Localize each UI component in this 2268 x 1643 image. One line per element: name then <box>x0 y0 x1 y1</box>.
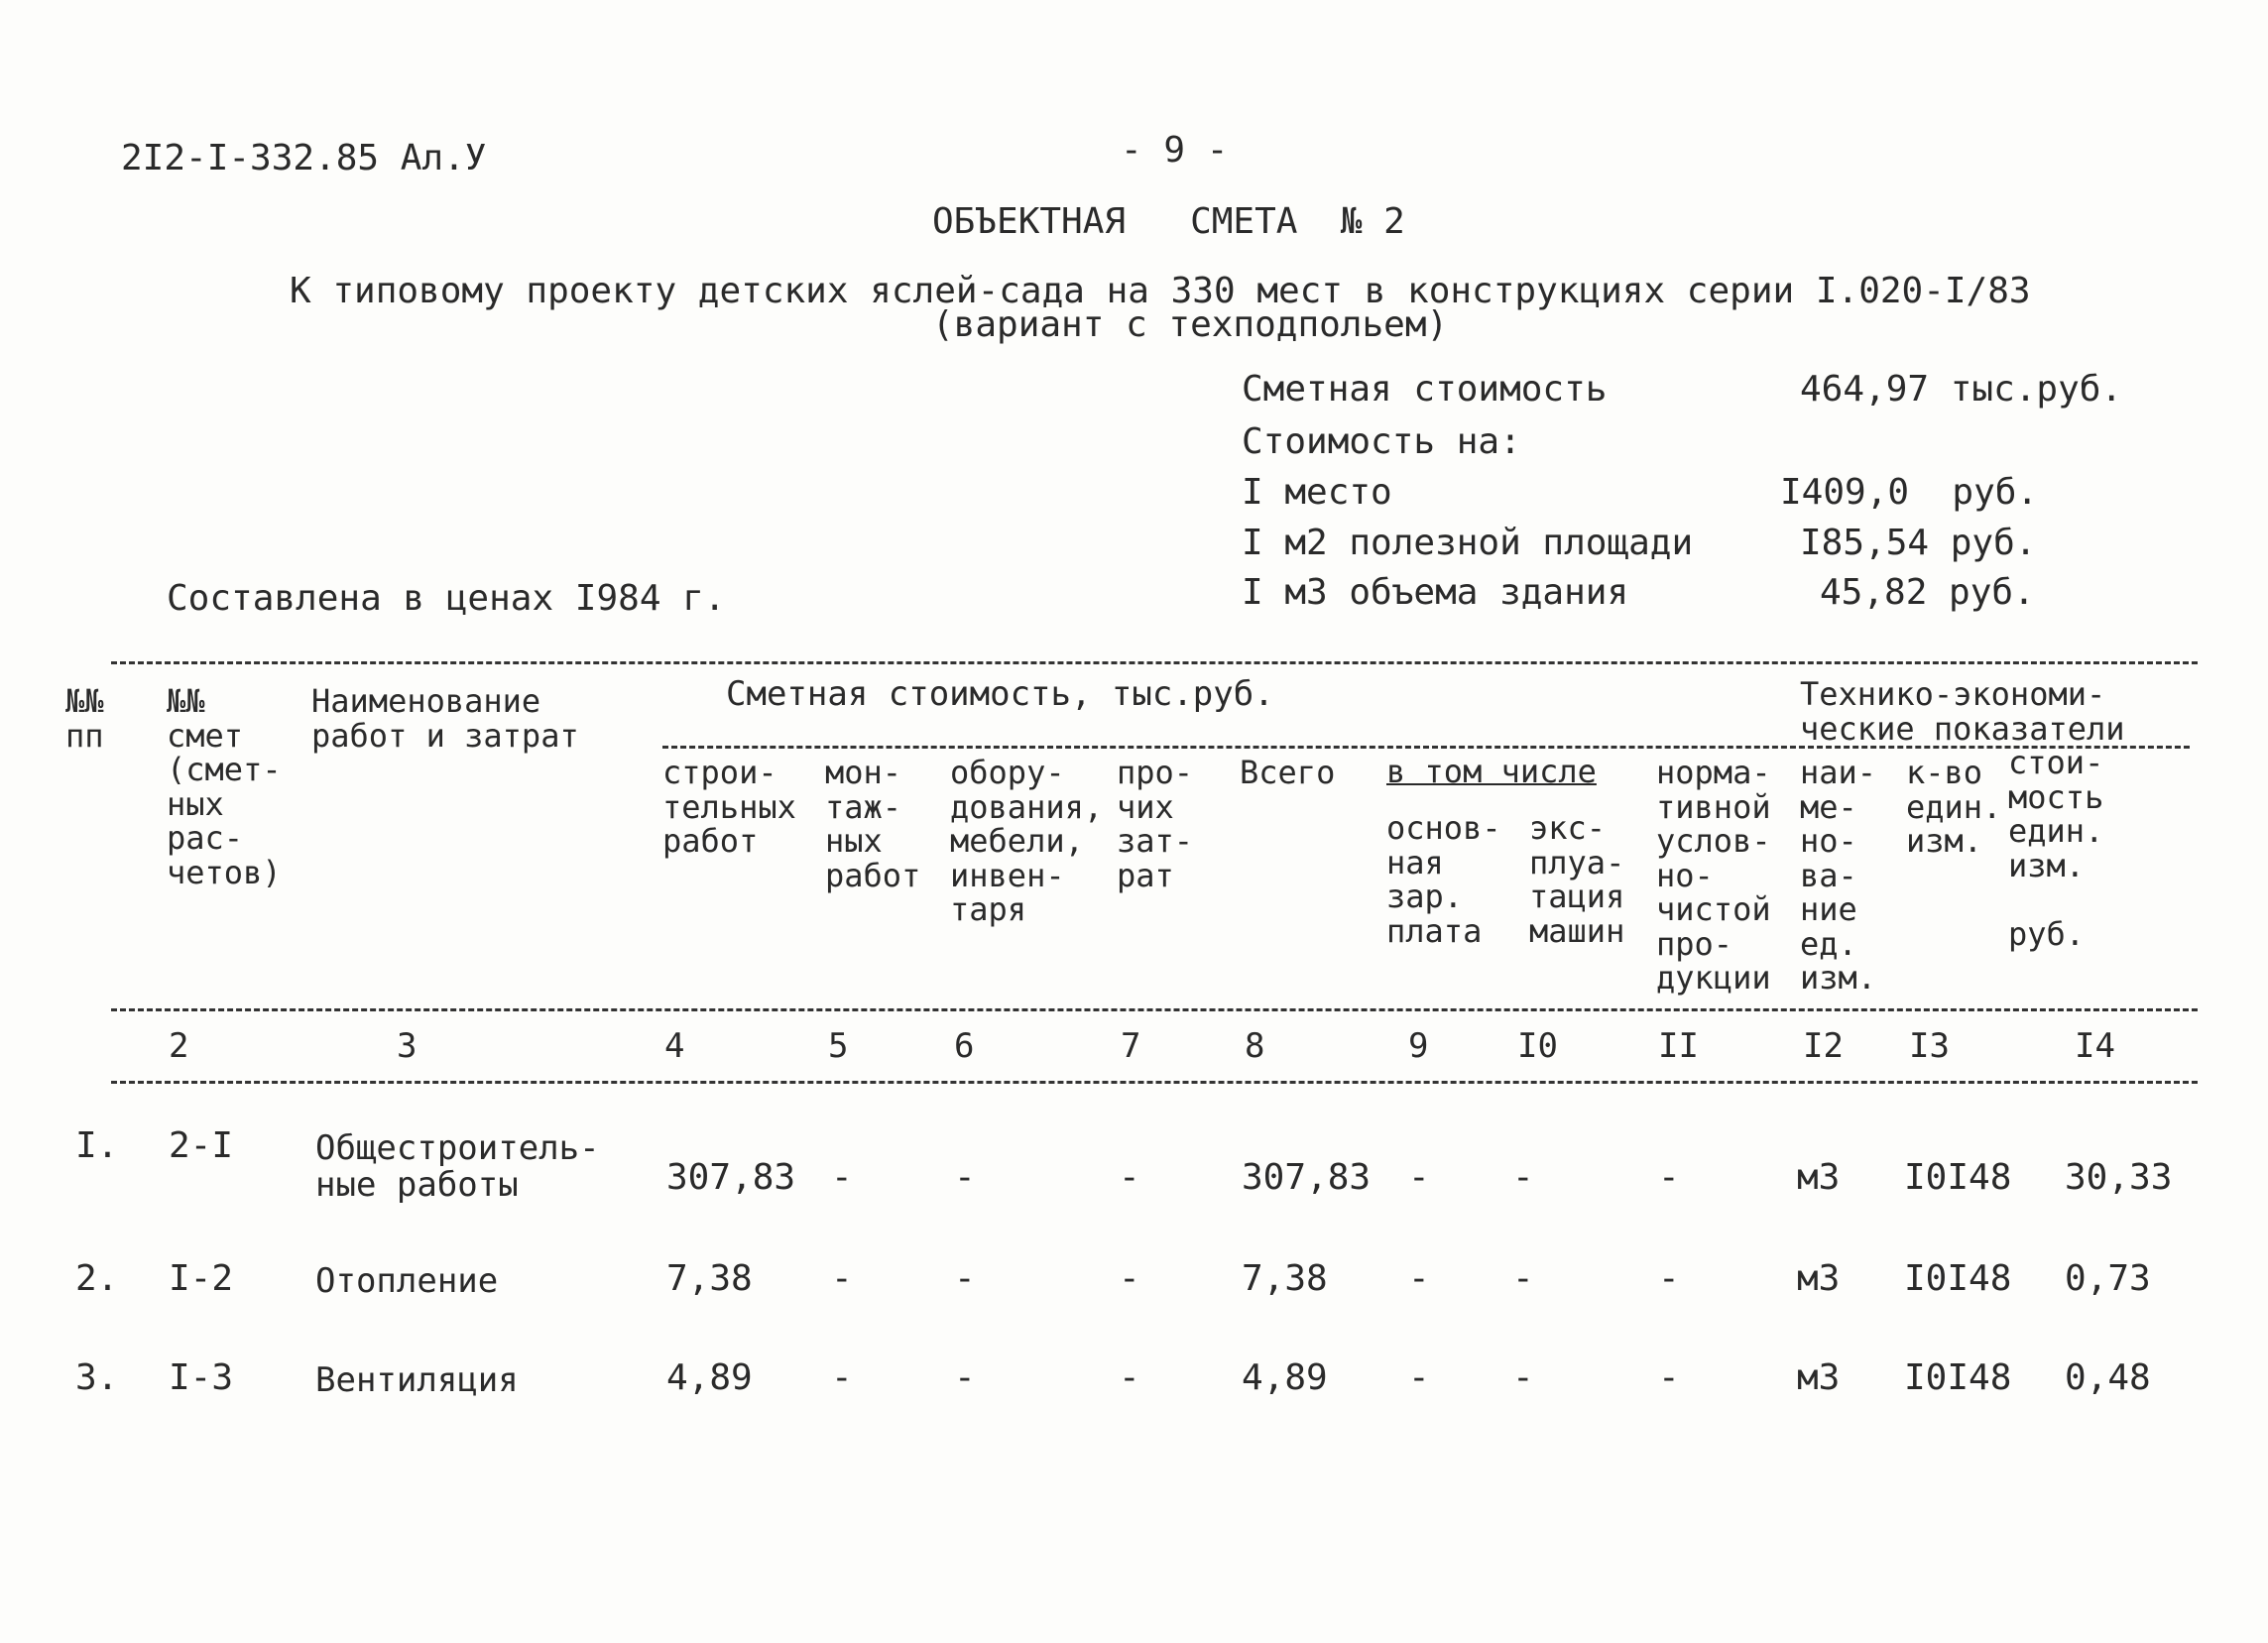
row-number: 2. <box>75 1258 119 1299</box>
column-number: 5 <box>828 1026 849 1066</box>
column-number: II <box>1658 1026 1699 1066</box>
column-number: I3 <box>1909 1026 1950 1066</box>
row-other-cost: - <box>1119 1157 1140 1198</box>
per-m3-label: I м3 объема здания <box>1242 572 1629 613</box>
header-cost-group: Сметная стоимость, тыс.руб. <box>726 674 1274 714</box>
header-equipment: обору- дования, мебели, инвен- таря <box>950 754 1104 929</box>
row-unit-quantity: I0I48 <box>1904 1157 2012 1198</box>
row-unit-cost: 0,73 <box>2065 1258 2151 1299</box>
per-m3-value: 45,82 руб. <box>1820 572 2035 613</box>
per-m2-label: I м2 полезной площади <box>1242 523 1694 563</box>
document-code: 2I2-I-332.85 Ал.У <box>121 138 487 178</box>
row-total-cost: 307,83 <box>1242 1157 1372 1198</box>
row-installation-cost: - <box>831 1357 853 1398</box>
row-installation-cost: - <box>831 1258 853 1299</box>
column-number: 2 <box>169 1026 189 1066</box>
row-name: Отопление <box>315 1261 499 1301</box>
row-machine-operation: - <box>1512 1157 1534 1198</box>
row-total-cost: 4,89 <box>1242 1357 1328 1398</box>
row-unit-name: м3 <box>1797 1157 1841 1198</box>
row-net-production: - <box>1658 1157 1680 1198</box>
row-base-salary: - <box>1408 1258 1430 1299</box>
row-net-production: - <box>1658 1357 1680 1398</box>
row-installation-cost: - <box>831 1157 853 1198</box>
row-other-cost: - <box>1119 1258 1140 1299</box>
header-tech-group: Технико-экономи- ческие показатели <box>1800 675 2125 748</box>
header-estimate-number: №№ смет (смет- ных рас- четов) <box>167 682 282 891</box>
header-work-name: Наименование работ и затрат <box>311 682 579 755</box>
column-number: I2 <box>1803 1026 1844 1066</box>
column-number: 3 <box>397 1026 418 1066</box>
estimated-cost-label: Сметная стоимость <box>1242 369 1608 410</box>
header-installation-works: мон- таж- ных работ <box>825 754 921 894</box>
column-numbers-rule <box>111 1081 2198 1084</box>
row-unit-quantity: I0I48 <box>1904 1357 2012 1398</box>
column-number: 9 <box>1408 1026 1429 1066</box>
row-construction-cost: 307,83 <box>666 1157 796 1198</box>
row-unit-cost: 30,33 <box>2065 1157 2173 1198</box>
row-unit-quantity: I0I48 <box>1904 1258 2012 1299</box>
header-bottom-rule <box>111 1008 2198 1011</box>
row-name: Вентиляция <box>315 1360 519 1400</box>
row-other-cost: - <box>1119 1357 1140 1398</box>
column-number: I0 <box>1517 1026 1558 1066</box>
row-base-salary: - <box>1408 1157 1430 1198</box>
header-net-production: норма- тивной услов- но- чистой про- дукции <box>1656 754 1771 998</box>
header-total: Всего <box>1240 754 1336 791</box>
per-place-value: I409,0 руб. <box>1780 472 2039 513</box>
row-estimate: I-2 <box>169 1258 234 1299</box>
row-estimate: I-3 <box>169 1357 234 1398</box>
header-construction-works: строи- тельных работ <box>662 754 796 861</box>
row-total-cost: 7,38 <box>1242 1258 1328 1299</box>
document-subtitle: К типовому проекту детских яслей-сада на 330 мест в конструкциях серии I.020-I/83 <box>290 271 2031 311</box>
row-machine-operation: - <box>1512 1357 1534 1398</box>
row-estimate: 2-I <box>169 1125 234 1166</box>
header-base-salary: основ- ная зар. плата <box>1386 809 1501 950</box>
row-construction-cost: 7,38 <box>666 1258 753 1299</box>
header-machine-operation: экс- плуа- тация машин <box>1529 809 1625 950</box>
row-construction-cost: 4,89 <box>666 1357 753 1398</box>
table-top-rule <box>111 661 2198 664</box>
header-unit-name: наи- ме- но- ва- ние ед. изм. <box>1800 754 1877 998</box>
header-unit-quantity: к-во един. изм. <box>1906 754 2002 861</box>
page-number: - 9 - <box>1121 130 1229 171</box>
row-net-production: - <box>1658 1258 1680 1299</box>
prices-note: Составлена в ценах I984 г. <box>167 578 726 619</box>
per-m2-value: I85,54 руб. <box>1800 523 2037 563</box>
cost-per-label: Стоимость на: <box>1242 421 1521 462</box>
row-machine-operation: - <box>1512 1258 1534 1299</box>
row-unit-cost: 0,48 <box>2065 1357 2151 1398</box>
estimated-cost-value: 464,97 тыс.руб. <box>1800 369 2123 410</box>
row-name: Общестроитель- ные работы <box>315 1128 600 1205</box>
row-equipment-cost: - <box>954 1258 976 1299</box>
column-number: 6 <box>954 1026 975 1066</box>
row-equipment-cost: - <box>954 1157 976 1198</box>
header-unit-cost: стои- мость един. изм. руб. <box>2008 744 2104 953</box>
row-unit-name: м3 <box>1797 1357 1841 1398</box>
header-other-costs: про- чих зат- рат <box>1117 754 1194 894</box>
row-unit-name: м3 <box>1797 1258 1841 1299</box>
document-title: ОБЪЕКТНАЯ СМЕТА № 2 <box>932 201 1405 242</box>
header-including: в том числе <box>1386 753 1597 790</box>
column-number: I4 <box>2075 1026 2115 1066</box>
column-number: 8 <box>1245 1026 1265 1066</box>
row-equipment-cost: - <box>954 1357 976 1398</box>
column-number: 4 <box>664 1026 685 1066</box>
row-number: I. <box>75 1125 119 1166</box>
column-number: 7 <box>1121 1026 1141 1066</box>
per-place-label: I место <box>1242 472 1392 513</box>
row-number: 3. <box>75 1357 119 1398</box>
header-row-number: №№ пп <box>65 682 104 755</box>
row-base-salary: - <box>1408 1357 1430 1398</box>
document-subtitle-variant: (вариант с техподпольем) <box>932 304 1449 345</box>
